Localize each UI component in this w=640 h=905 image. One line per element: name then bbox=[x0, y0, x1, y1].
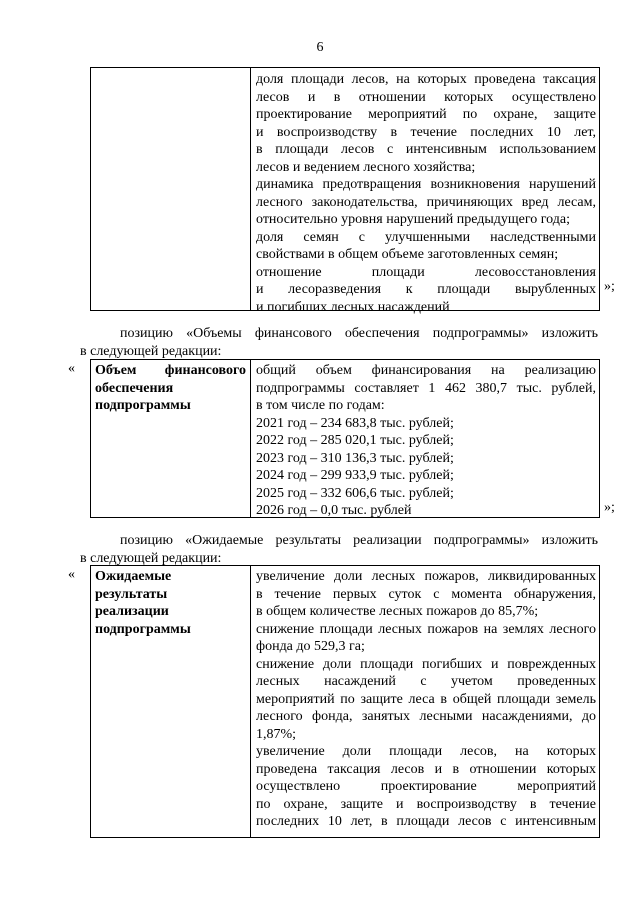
paragraph-line: позицию «Объемы финансового обеспечения подпрограммы» изложить bbox=[120, 326, 598, 341]
paragraph-line: в следующей редакции: bbox=[80, 344, 222, 359]
text-line: и погибших лесных насаждений bbox=[256, 299, 450, 315]
paragraph-results bbox=[80, 532, 598, 568]
left-cell bbox=[91, 566, 251, 837]
text-line: лесных насаждений с учетом проведенных bbox=[256, 674, 596, 689]
text-line: в течение первых суток с момента обнаружения, bbox=[256, 586, 596, 602]
text-line: лесного законодательства, причиняющих вред лесам, bbox=[256, 194, 596, 210]
paragraph-line: в следующей редакции: bbox=[80, 551, 222, 566]
closing-quote-1: »; bbox=[604, 279, 615, 294]
paragraph-line: позицию «Ожидаемые результаты реализации подпрограммы» изложить bbox=[120, 533, 598, 548]
right-cell bbox=[256, 568, 596, 831]
opening-quote-3: « bbox=[68, 567, 75, 582]
left-label-line: Ожидаемые bbox=[95, 569, 172, 584]
left-cell-empty bbox=[91, 68, 251, 310]
left-label-line: реализации bbox=[95, 604, 169, 619]
text-line: и лесоразведения к площади вырубленных bbox=[256, 282, 596, 297]
text-line: последних 10 лет, в площади лесов с интенсивным bbox=[256, 814, 596, 829]
text-line: в площади лесов с интенсивным использованием bbox=[256, 142, 596, 157]
text-line: снижение доли площади погибших и поврежденных bbox=[256, 656, 596, 672]
text-line: 2026 год – 0,0 тыс. рублей bbox=[256, 503, 412, 518]
text-line: общий объем финансирования на реализацию bbox=[256, 363, 596, 378]
text-line: проектирование мероприятий по охране, защите bbox=[256, 107, 596, 122]
left-label-line: Объем финансового bbox=[95, 363, 246, 378]
text-line: 2025 год – 332 606,6 тыс. рублей; bbox=[256, 485, 454, 501]
text-line: относительно уровня нарушений предыдущего года; bbox=[256, 212, 570, 227]
text-line: 1,87%; bbox=[256, 726, 297, 742]
text-line: 2022 год – 285 020,1 тыс. рублей; bbox=[256, 433, 454, 448]
opening-quote-2: « bbox=[68, 361, 75, 376]
table-continuation bbox=[90, 67, 600, 315]
text-line: доля площади лесов, на которых проведена таксация bbox=[256, 72, 596, 87]
text-line: 2023 год – 310 136,3 тыс. рублей; bbox=[256, 450, 454, 466]
table-results bbox=[90, 565, 600, 838]
text-line: в том числе по годам: bbox=[256, 398, 385, 413]
text-line: по охране, защите и воспроизводству в течение bbox=[256, 796, 596, 812]
text-line: фонда до 529,3 га; bbox=[256, 639, 365, 654]
text-line: в общем количестве лесных пожаров до 85,7%; bbox=[256, 604, 539, 619]
left-cell bbox=[91, 360, 251, 517]
text-line: лесов и в отношении которых осуществлено bbox=[256, 89, 596, 105]
text-line: отношение площади лесовосстановления bbox=[256, 264, 596, 280]
text-line: осуществлено проектирование мероприятий bbox=[256, 779, 596, 794]
text-line: 2024 год – 299 933,9 тыс. рублей; bbox=[256, 468, 454, 483]
text-line: лесов и ведением лесного хозяйства; bbox=[256, 159, 476, 175]
text-line: мероприятий по защите леса в общей площади земель bbox=[256, 691, 596, 707]
right-cell bbox=[256, 71, 596, 316]
right-cell bbox=[256, 362, 596, 520]
left-label-line: подпрограммы bbox=[95, 398, 191, 413]
left-label-line: подпрограммы bbox=[95, 621, 191, 637]
text-line: и воспроизводству в течение последних 10 лет, bbox=[256, 124, 596, 140]
text-line: 2021 год – 234 683,8 тыс. рублей; bbox=[256, 415, 454, 431]
text-line: динамика предотвращения возникновения нарушений bbox=[256, 177, 596, 192]
text-line: доля семян с улучшенными наследственными bbox=[256, 229, 596, 245]
text-line: подпрограммы составляет 1 462 380,7 тыс. рублей, bbox=[256, 380, 596, 396]
table-financing bbox=[90, 359, 600, 518]
paragraph-financing bbox=[80, 325, 598, 361]
text-line: увеличение доли лесных пожаров, ликвидированных bbox=[256, 569, 596, 584]
text-line: проведена таксация лесов и в отношении которых bbox=[256, 761, 596, 777]
left-label-line: обеспечения bbox=[95, 380, 174, 396]
text-line: свойствами в общем объеме заготовленных семян; bbox=[256, 247, 559, 262]
page-number: 6 bbox=[316, 40, 324, 55]
closing-quote-2: »; bbox=[604, 500, 615, 515]
text-line: лесного фонда, занятых лесными насаждениями, до bbox=[256, 709, 596, 724]
text-line: снижение площади лесных пожаров на землях лесного bbox=[256, 621, 596, 637]
text-line: увеличение доли площади лесов, на которых bbox=[256, 744, 596, 759]
left-label-line: результаты bbox=[95, 586, 168, 602]
